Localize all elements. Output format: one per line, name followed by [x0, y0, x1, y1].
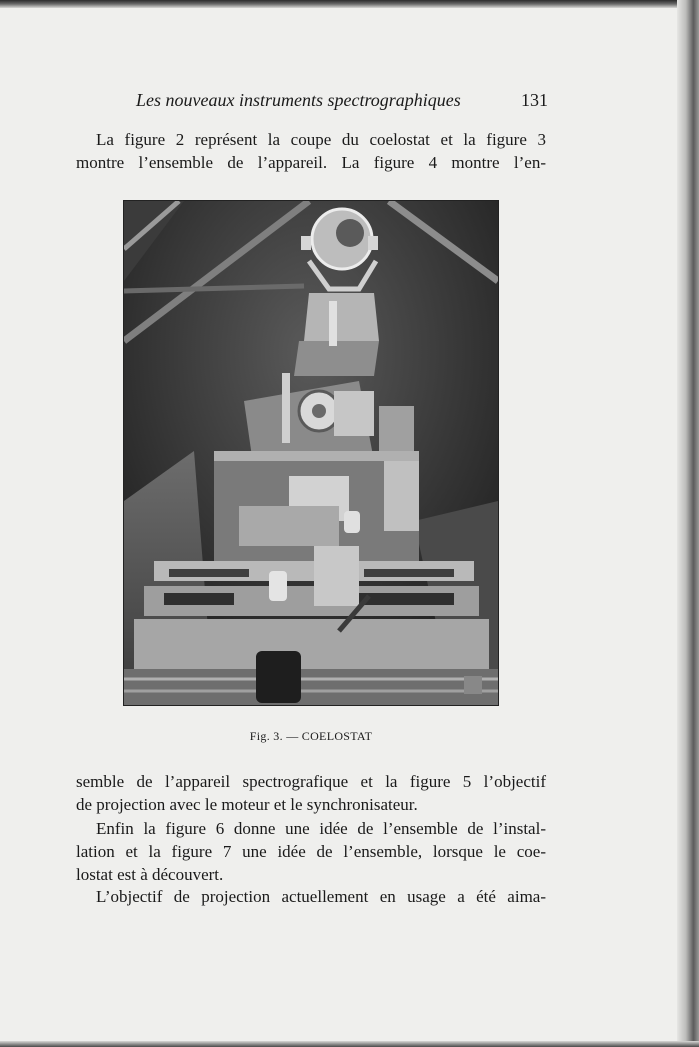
paragraph-1-line: La figure 2 représent la coupe du coelostat et la figure 3	[96, 130, 546, 149]
running-title: Les nouveaux instruments spectrographiques	[136, 90, 461, 110]
paragraph-1	[76, 128, 546, 174]
paragraph-3-line: lostat est à découvert.	[76, 865, 224, 884]
paragraph-1-line: montre l’ensemble de l’appareil. La figure 4 montre l’en-	[76, 153, 546, 172]
paragraph-2-line: de projection avec le moteur et le synchronisateur.	[76, 795, 418, 814]
paragraph-4-line: L’objectif de projection actuellement en usage a été aima-	[96, 887, 546, 906]
coelostat-photograph	[123, 200, 499, 706]
figure-caption: Fig. 3. — COELOSTAT	[249, 729, 373, 743]
paragraph-2-line: semble de l’appareil spectrografique et la figure 5 l’objectif	[76, 772, 546, 791]
paragraph-2	[76, 770, 546, 816]
page-number: 131	[521, 90, 548, 110]
paragraph-3	[76, 817, 546, 886]
paragraph-4	[76, 885, 546, 908]
running-head	[136, 90, 548, 114]
page-gutter-shadow	[677, 0, 699, 1047]
page-bottom-shadow	[0, 1041, 699, 1047]
paragraph-3-line: Enfin la figure 6 donne une idée de l’ensemble de l’instal-	[96, 819, 546, 838]
page-top-shadow	[0, 0, 699, 8]
paragraph-3-line: lation et la figure 7 une idée de l’ensemble, lorsque le coe-	[76, 842, 546, 861]
